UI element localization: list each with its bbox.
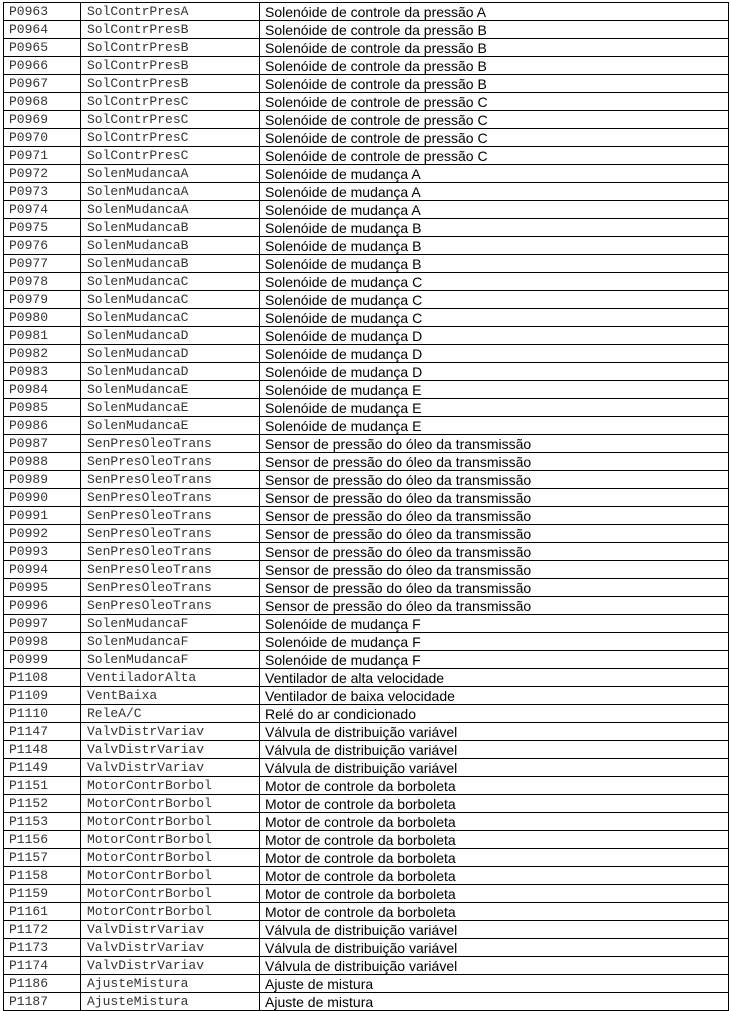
fault-code-cell: P0972 — [4, 165, 81, 183]
description-cell: Solenóide de controle da pressão B — [260, 21, 729, 39]
table-row — [4, 615, 729, 633]
fault-code-cell: P1153 — [4, 813, 81, 831]
fault-code-cell: P0982 — [4, 345, 81, 363]
table-row — [4, 993, 729, 1011]
description-cell: Solenóide de mudança A — [260, 201, 729, 219]
fault-code-cell: P1147 — [4, 723, 81, 741]
table-row — [4, 435, 729, 453]
fault-code-cell: P0967 — [4, 75, 81, 93]
fault-code-cell: P0980 — [4, 309, 81, 327]
table-row — [4, 759, 729, 777]
description-cell: Motor de controle da borboleta — [260, 795, 729, 813]
table-row — [4, 903, 729, 921]
table-row — [4, 327, 729, 345]
fault-code-cell: P0985 — [4, 399, 81, 417]
table-row — [4, 939, 729, 957]
description-cell: Motor de controle da borboleta — [260, 849, 729, 867]
table-row — [4, 597, 729, 615]
table-row — [4, 255, 729, 273]
fault-code-cell: P1172 — [4, 921, 81, 939]
table-row — [4, 507, 729, 525]
fault-code-cell: P0986 — [4, 417, 81, 435]
description-cell: Sensor de pressão do óleo da transmissão — [260, 507, 729, 525]
description-cell: Motor de controle da borboleta — [260, 885, 729, 903]
description-cell: Solenóide de mudança F — [260, 651, 729, 669]
abbreviation-cell: SolenMudancaA — [81, 165, 260, 183]
table-row — [4, 831, 729, 849]
abbreviation-cell: ValvDistrVariav — [81, 939, 260, 957]
fault-code-cell: P0963 — [4, 3, 81, 21]
description-cell: Solenóide de controle da pressão A — [260, 3, 729, 21]
description-cell: Solenóide de controle de pressão C — [260, 129, 729, 147]
description-cell: Solenóide de mudança F — [260, 633, 729, 651]
description-cell: Solenóide de controle de pressão C — [260, 147, 729, 165]
abbreviation-cell: VentBaixa — [81, 687, 260, 705]
abbreviation-cell: AjusteMistura — [81, 993, 260, 1011]
abbreviation-cell: SolenMudancaE — [81, 381, 260, 399]
abbreviation-cell: ValvDistrVariav — [81, 957, 260, 975]
abbreviation-cell: SolContrPresB — [81, 57, 260, 75]
table-row — [4, 795, 729, 813]
fault-code-cell: P1161 — [4, 903, 81, 921]
abbreviation-cell: SenPresOleoTrans — [81, 561, 260, 579]
description-cell: Solenóide de mudança A — [260, 165, 729, 183]
description-cell: Sensor de pressão do óleo da transmissão — [260, 435, 729, 453]
fault-code-cell: P0995 — [4, 579, 81, 597]
fault-code-cell: P0971 — [4, 147, 81, 165]
table-row — [4, 669, 729, 687]
abbreviation-cell: SolContrPresB — [81, 21, 260, 39]
fault-code-cell: P0977 — [4, 255, 81, 273]
fault-code-cell: P1151 — [4, 777, 81, 795]
description-cell: Solenóide de mudança C — [260, 273, 729, 291]
fault-code-cell: P1174 — [4, 957, 81, 975]
description-cell: Motor de controle da borboleta — [260, 777, 729, 795]
fault-code-cell: P1156 — [4, 831, 81, 849]
fault-code-cell: P0981 — [4, 327, 81, 345]
description-cell: Solenóide de controle da pressão B — [260, 39, 729, 57]
description-cell: Ventilador de baixa velocidade — [260, 687, 729, 705]
description-cell: Motor de controle da borboleta — [260, 813, 729, 831]
fault-code-cell: P0998 — [4, 633, 81, 651]
fault-code-cell: P0996 — [4, 597, 81, 615]
abbreviation-cell: ValvDistrVariav — [81, 759, 260, 777]
description-cell: Solenóide de mudança C — [260, 291, 729, 309]
table-row — [4, 561, 729, 579]
abbreviation-cell: ValvDistrVariav — [81, 741, 260, 759]
fault-code-cell: P1148 — [4, 741, 81, 759]
abbreviation-cell: SolContrPresC — [81, 147, 260, 165]
fault-code-cell: P0997 — [4, 615, 81, 633]
abbreviation-cell: SenPresOleoTrans — [81, 489, 260, 507]
fault-code-cell: P0968 — [4, 93, 81, 111]
abbreviation-cell: MotorContrBorbol — [81, 885, 260, 903]
table-row — [4, 453, 729, 471]
fault-code-cell: P0978 — [4, 273, 81, 291]
description-cell: Solenóide de mudança F — [260, 615, 729, 633]
fault-code-cell: P0987 — [4, 435, 81, 453]
abbreviation-cell: MotorContrBorbol — [81, 795, 260, 813]
abbreviation-cell: AjusteMistura — [81, 975, 260, 993]
fault-code-cell: P1173 — [4, 939, 81, 957]
fault-code-cell: P0994 — [4, 561, 81, 579]
fault-code-cell: P0976 — [4, 237, 81, 255]
abbreviation-cell: SenPresOleoTrans — [81, 435, 260, 453]
fault-code-cell: P0973 — [4, 183, 81, 201]
description-cell: Sensor de pressão do óleo da transmissão — [260, 525, 729, 543]
abbreviation-cell: MotorContrBorbol — [81, 777, 260, 795]
fault-code-cell: P0992 — [4, 525, 81, 543]
fault-code-table-body — [4, 3, 729, 1011]
fault-code-cell: P0984 — [4, 381, 81, 399]
description-cell: Solenóide de mudança E — [260, 381, 729, 399]
description-cell: Solenóide de mudança D — [260, 363, 729, 381]
abbreviation-cell: SenPresOleoTrans — [81, 453, 260, 471]
description-cell: Solenóide de controle da pressão B — [260, 75, 729, 93]
table-row — [4, 111, 729, 129]
table-row — [4, 813, 729, 831]
fault-code-cell: P1149 — [4, 759, 81, 777]
fault-code-cell: P0975 — [4, 219, 81, 237]
table-row — [4, 309, 729, 327]
table-row — [4, 291, 729, 309]
description-cell: Ajuste de mistura — [260, 993, 729, 1011]
table-row — [4, 633, 729, 651]
fault-code-cell: P0964 — [4, 21, 81, 39]
description-cell: Sensor de pressão do óleo da transmissão — [260, 579, 729, 597]
description-cell: Solenóide de mudança D — [260, 345, 729, 363]
fault-code-cell: P1110 — [4, 705, 81, 723]
table-row — [4, 3, 729, 21]
abbreviation-cell: MotorContrBorbol — [81, 903, 260, 921]
abbreviation-cell: SolenMudancaF — [81, 633, 260, 651]
fault-code-cell: P1158 — [4, 867, 81, 885]
abbreviation-cell: SolenMudancaB — [81, 237, 260, 255]
description-cell: Ajuste de mistura — [260, 975, 729, 993]
description-cell: Solenóide de controle da pressão B — [260, 57, 729, 75]
description-cell: Sensor de pressão do óleo da transmissão — [260, 543, 729, 561]
fault-code-cell: P0993 — [4, 543, 81, 561]
fault-code-cell: P0974 — [4, 201, 81, 219]
table-row — [4, 75, 729, 93]
fault-code-cell: P0983 — [4, 363, 81, 381]
fault-code-cell: P0989 — [4, 471, 81, 489]
abbreviation-cell: SolenMudancaB — [81, 219, 260, 237]
abbreviation-cell: SolenMudancaF — [81, 651, 260, 669]
fault-code-cell: P1157 — [4, 849, 81, 867]
description-cell: Solenóide de mudança C — [260, 309, 729, 327]
table-row — [4, 399, 729, 417]
abbreviation-cell: SolenMudancaD — [81, 327, 260, 345]
table-row — [4, 651, 729, 669]
abbreviation-cell: SolContrPresA — [81, 3, 260, 21]
description-cell: Válvula de distribuição variável — [260, 921, 729, 939]
abbreviation-cell: SolenMudancaF — [81, 615, 260, 633]
fault-code-cell: P0965 — [4, 39, 81, 57]
abbreviation-cell: SenPresOleoTrans — [81, 543, 260, 561]
abbreviation-cell: SolContrPresB — [81, 75, 260, 93]
table-row — [4, 363, 729, 381]
table-row — [4, 741, 729, 759]
abbreviation-cell: SolenMudancaD — [81, 345, 260, 363]
fault-code-cell: P1186 — [4, 975, 81, 993]
table-row — [4, 93, 729, 111]
description-cell: Válvula de distribuição variável — [260, 957, 729, 975]
table-row — [4, 57, 729, 75]
table-row — [4, 867, 729, 885]
table-row — [4, 417, 729, 435]
fault-code-cell: P0991 — [4, 507, 81, 525]
fault-code-cell: P1109 — [4, 687, 81, 705]
table-row — [4, 219, 729, 237]
table-row — [4, 201, 729, 219]
abbreviation-cell: MotorContrBorbol — [81, 813, 260, 831]
description-cell: Motor de controle da borboleta — [260, 831, 729, 849]
description-cell: Sensor de pressão do óleo da transmissão — [260, 453, 729, 471]
abbreviation-cell: SolenMudancaE — [81, 417, 260, 435]
abbreviation-cell: MotorContrBorbol — [81, 831, 260, 849]
abbreviation-cell: ValvDistrVariav — [81, 921, 260, 939]
abbreviation-cell: ValvDistrVariav — [81, 723, 260, 741]
table-row — [4, 165, 729, 183]
table-row — [4, 129, 729, 147]
description-cell: Relé do ar condicionado — [260, 705, 729, 723]
description-cell: Válvula de distribuição variável — [260, 723, 729, 741]
table-row — [4, 957, 729, 975]
fault-code-cell: P1159 — [4, 885, 81, 903]
description-cell: Solenóide de mudança B — [260, 237, 729, 255]
table-row — [4, 147, 729, 165]
fault-code-cell: P0979 — [4, 291, 81, 309]
table-row — [4, 489, 729, 507]
table-row — [4, 777, 729, 795]
table-row — [4, 21, 729, 39]
abbreviation-cell: ReleA/C — [81, 705, 260, 723]
table-row — [4, 723, 729, 741]
abbreviation-cell: SolenMudancaB — [81, 255, 260, 273]
fault-code-cell: P1187 — [4, 993, 81, 1011]
description-cell: Solenóide de controle de pressão C — [260, 93, 729, 111]
abbreviation-cell: SolenMudancaD — [81, 363, 260, 381]
table-row — [4, 849, 729, 867]
fault-code-cell: P1108 — [4, 669, 81, 687]
abbreviation-cell: SolContrPresC — [81, 129, 260, 147]
abbreviation-cell: SolenMudancaE — [81, 399, 260, 417]
table-row — [4, 885, 729, 903]
fault-code-cell: P0969 — [4, 111, 81, 129]
abbreviation-cell: SolContrPresC — [81, 93, 260, 111]
description-cell: Motor de controle da borboleta — [260, 903, 729, 921]
table-row — [4, 381, 729, 399]
fault-code-cell: P0966 — [4, 57, 81, 75]
abbreviation-cell: MotorContrBorbol — [81, 849, 260, 867]
description-cell: Sensor de pressão do óleo da transmissão — [260, 489, 729, 507]
abbreviation-cell: SolenMudancaA — [81, 183, 260, 201]
table-row — [4, 345, 729, 363]
description-cell: Solenóide de mudança A — [260, 183, 729, 201]
abbreviation-cell: VentiladorAlta — [81, 669, 260, 687]
description-cell: Válvula de distribuição variável — [260, 939, 729, 957]
abbreviation-cell: SenPresOleoTrans — [81, 525, 260, 543]
table-row — [4, 579, 729, 597]
description-cell: Solenóide de mudança B — [260, 219, 729, 237]
table-row — [4, 687, 729, 705]
table-row — [4, 543, 729, 561]
description-cell: Solenóide de mudança B — [260, 255, 729, 273]
table-row — [4, 471, 729, 489]
abbreviation-cell: SenPresOleoTrans — [81, 471, 260, 489]
table-row — [4, 705, 729, 723]
description-cell: Motor de controle da borboleta — [260, 867, 729, 885]
description-cell: Solenóide de mudança E — [260, 399, 729, 417]
abbreviation-cell: SolContrPresB — [81, 39, 260, 57]
fault-code-cell: P0990 — [4, 489, 81, 507]
description-cell: Solenóide de mudança D — [260, 327, 729, 345]
description-cell: Sensor de pressão do óleo da transmissão — [260, 597, 729, 615]
fault-code-cell: P0999 — [4, 651, 81, 669]
description-cell: Válvula de distribuição variável — [260, 759, 729, 777]
table-row — [4, 975, 729, 993]
table-row — [4, 237, 729, 255]
table-row — [4, 525, 729, 543]
table-row — [4, 183, 729, 201]
abbreviation-cell: SenPresOleoTrans — [81, 507, 260, 525]
abbreviation-cell: SolenMudancaC — [81, 291, 260, 309]
description-cell: Válvula de distribuição variável — [260, 741, 729, 759]
fault-code-cell: P0970 — [4, 129, 81, 147]
abbreviation-cell: SenPresOleoTrans — [81, 597, 260, 615]
fault-code-cell: P0988 — [4, 453, 81, 471]
description-cell: Solenóide de controle de pressão C — [260, 111, 729, 129]
description-cell: Sensor de pressão do óleo da transmissão — [260, 561, 729, 579]
abbreviation-cell: SolContrPresC — [81, 111, 260, 129]
fault-code-table — [3, 2, 729, 1011]
abbreviation-cell: SolenMudancaA — [81, 201, 260, 219]
description-cell: Solenóide de mudança E — [260, 417, 729, 435]
abbreviation-cell: SenPresOleoTrans — [81, 579, 260, 597]
table-row — [4, 921, 729, 939]
abbreviation-cell: SolenMudancaC — [81, 273, 260, 291]
description-cell: Ventilador de alta velocidade — [260, 669, 729, 687]
fault-code-cell: P1152 — [4, 795, 81, 813]
abbreviation-cell: MotorContrBorbol — [81, 867, 260, 885]
abbreviation-cell: SolenMudancaC — [81, 309, 260, 327]
table-row — [4, 273, 729, 291]
description-cell: Sensor de pressão do óleo da transmissão — [260, 471, 729, 489]
table-row — [4, 39, 729, 57]
